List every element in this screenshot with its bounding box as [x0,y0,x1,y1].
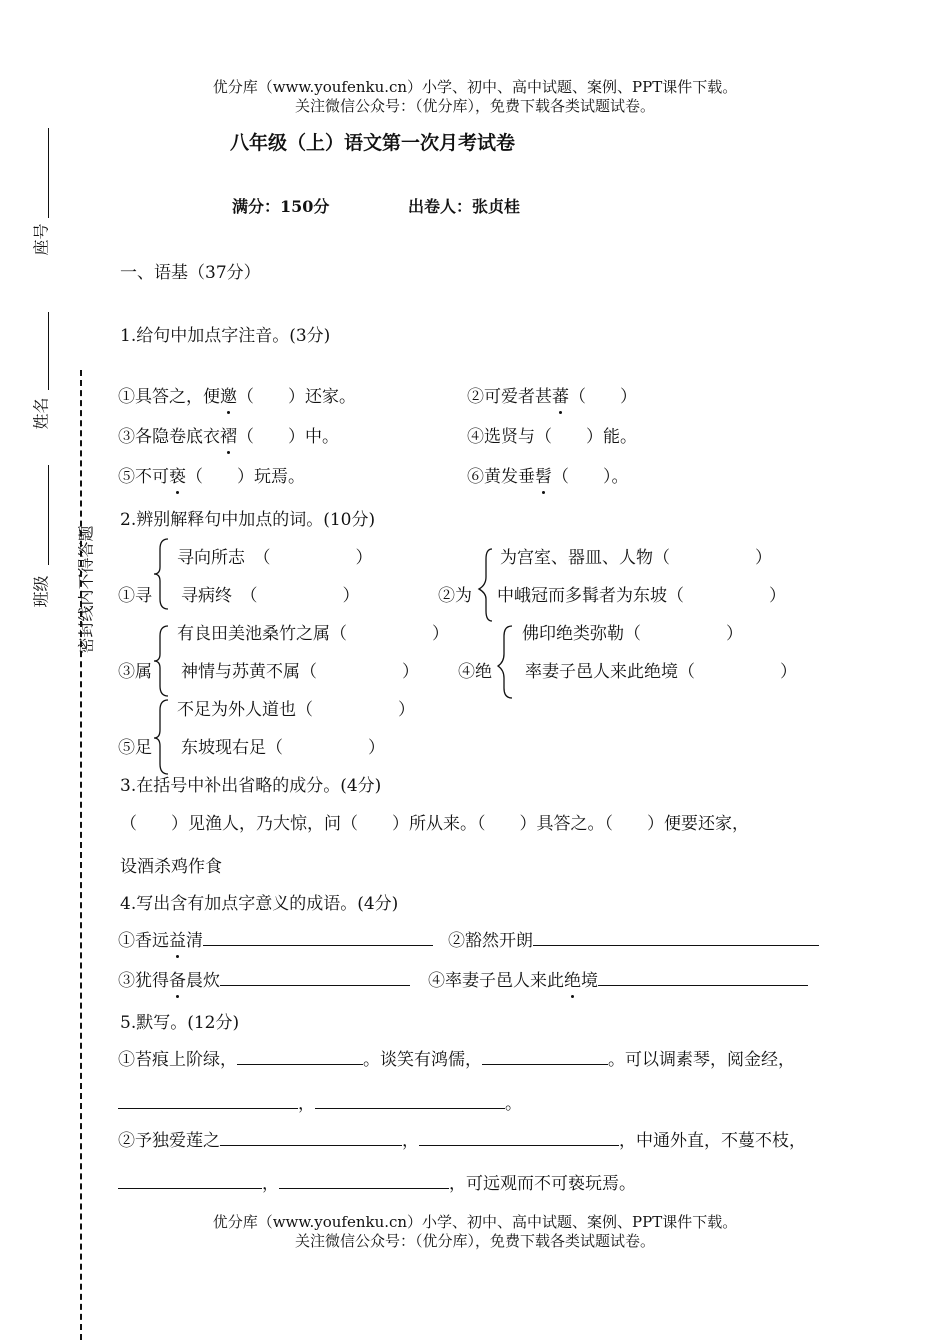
header-line-1: 优分库（www.youfenku.cn）小学、初中、高中试题、案例、PPT课件下载。 [212,78,738,96]
q5-blank-6[interactable] [419,1127,619,1146]
q3-line-1: （ ）见渔人，乃大惊，问（ ）所从来。（ ）具答之。（ ）便要还家， [120,814,749,834]
q2-g3-label: ③属 [118,662,152,682]
q5-blank-5[interactable] [220,1127,402,1146]
q3-line-2: 设酒杀鸡作食 [120,857,222,877]
q2-title: 2.辨别解释句中加点的词。(10分) [120,510,376,530]
q4-blank-4[interactable] [598,967,808,986]
seat-line [48,128,49,218]
q5-line-3: ②予独爱莲之 ， ，中通外直，不蔓不枝， [118,1126,806,1151]
full-score: 满分：150分 [232,197,330,216]
class-line [48,465,49,565]
q2-g1-b: 寻病终 （ ） [181,586,360,606]
q2-g3-a: 有良田美池桑竹之属（ ） [177,624,449,644]
q4-item-4: ④率妻子邑人来此绝境 [428,966,808,991]
q2-g2-b: 中峨冠而多髯者为东坡（ ） [497,586,786,606]
q2-g4-b: 率妻子邑人来此绝境（ ） [525,662,797,682]
q4-blank-2[interactable] [533,927,819,946]
q1-item-2: ②可爱者甚蕃（ ） [467,387,637,407]
q1-item-1: ①具答之，便邀（ ）还家。 [118,387,356,407]
q4-item-3: ③犹得备晨炊 [118,966,410,991]
q5-title: 5.默写。(12分) [120,1013,240,1033]
q2-g5-label: ⑤足 [118,738,152,758]
name-line [48,312,49,390]
q2-g3-brace [152,624,172,698]
q2-g1-brace [152,537,172,611]
name-label: 姓名 [31,397,51,430]
q4-item-2: ②豁然开朗 [448,926,819,951]
footer-line-1: 优分库（www.youfenku.cn）小学、初中、高中试题、案例、PPT课件下载。 [212,1213,738,1231]
q4-blank-3[interactable] [220,967,410,986]
q2-g4-brace [496,624,516,700]
header-line-2: 关注微信公众号：（优分库），免费下载各类试题试卷。 [294,97,655,115]
q5-blank-8[interactable] [279,1170,449,1189]
q3-title: 3.在括号中补出省略的成分。(4分) [120,776,382,796]
q1-title: 1.给句中加点字注音。(3分) [120,326,331,346]
q5-blank-7[interactable] [118,1170,262,1189]
q1-item-5: ⑤不可亵（ ）玩焉。 [118,467,305,487]
q5-blank-3[interactable] [118,1090,298,1109]
footer-line-2: 关注微信公众号：（优分库），免费下载各类试题试卷。 [294,1232,655,1250]
q2-g2-a: 为宫室、器皿、人物（ ） [500,548,772,568]
q2-g1-a: 寻向所志 （ ） [177,548,373,568]
seal-notice: 密封线内不得答题 [76,525,96,654]
q1-item-6: ⑥黄发垂髫（ ）。 [467,467,629,487]
q4-title: 4.写出含有加点字意义的成语。(4分) [120,894,399,914]
seat-label: 座号 [31,223,51,256]
author: 出卷人：张贞桂 [408,197,521,216]
q2-g3-b: 神情与苏黄不属（ ） [181,662,419,682]
page-title: 八年级（上）语文第一次月考试卷 [230,132,516,154]
q5-line-2: ， 。 [118,1089,522,1114]
q5-blank-4[interactable] [315,1090,505,1109]
q2-g5-a: 不足为外人道也（ ） [177,700,415,720]
class-label: 班级 [31,575,51,608]
q5-blank-1[interactable] [237,1046,363,1065]
q5-line-4: ， ，可远观而不可亵玩焉。 [118,1169,636,1194]
q1-item-4: ④选贤与（ ）能。 [467,427,637,447]
q2-g5-b: 东坡现右足（ ） [181,738,385,758]
q5-line-1: ①苔痕上阶绿， 。谈笑有鸿儒， 。可以调素琴，阅金经， [118,1045,795,1070]
q2-g1-label: ①寻 [118,586,152,606]
q4-item-1: ①香远益清 [118,926,433,951]
q2-g5-brace [152,698,172,776]
q2-g4-a: 佛印绝类弥勒（ ） [522,624,743,644]
section-heading: 一、语基（37分） [120,263,261,283]
q1-item-3: ③各隐卷底衣褶（ ）中。 [118,427,339,447]
q2-g2-label: ②为 [438,586,472,606]
q2-g4-label: ④绝 [458,662,492,682]
q2-g2-brace [476,547,496,623]
q5-blank-2[interactable] [482,1046,608,1065]
q4-blank-1[interactable] [203,927,433,946]
